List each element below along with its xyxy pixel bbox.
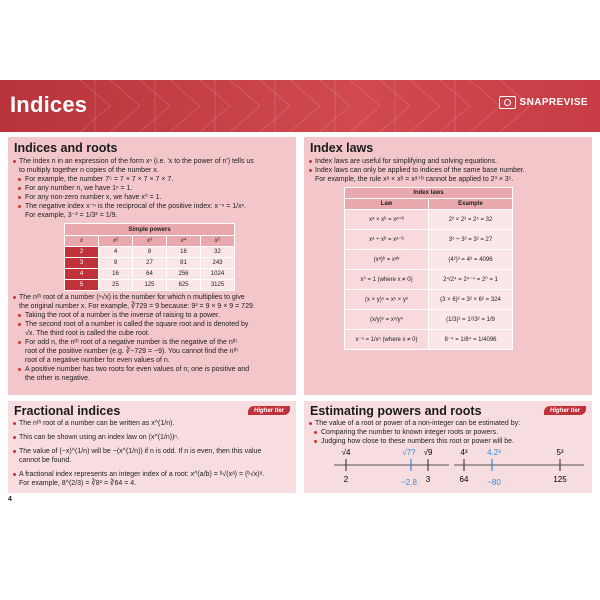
table-header: Example xyxy=(429,199,513,210)
example-cell: 2² × 2³ = 2⁵ = 32 xyxy=(429,210,513,230)
text-line: For example, the rule xᵃ × xᵇ = xᵃ⁺ᵇ cannot be applied to 2³ × 3⁵. xyxy=(315,176,514,183)
table-cell: 16 xyxy=(167,247,201,258)
table-row xyxy=(65,269,235,280)
text-line: the other is negative. xyxy=(25,375,90,382)
table-cell: 256 xyxy=(167,269,201,280)
table-header: Law xyxy=(345,199,429,210)
label-top-mid: √7? xyxy=(402,448,416,457)
example-cell: 2⁴/2⁴ = 2⁴⁻⁴ = 2⁰ = 1 xyxy=(429,270,513,290)
text-line: For example, 8^(2/3) = ∛8² = ∛64 = 4. xyxy=(19,480,137,487)
table-cell: 8 xyxy=(133,247,167,258)
law-cell: x⁻ⁿ = 1/xⁿ (where x ≠ 0) xyxy=(345,330,429,350)
label-top-mid: 4.2³ xyxy=(487,448,501,457)
table-row xyxy=(345,230,513,250)
table-header: x⁴ xyxy=(167,236,201,247)
brand-name: SNAPREVISE xyxy=(519,97,588,108)
section-body-roots xyxy=(12,293,294,383)
label-bot-mid: ~2.8 xyxy=(401,478,417,487)
table-cell: 32 xyxy=(201,247,235,258)
label-bot-mid: ~80 xyxy=(487,478,501,487)
table-row xyxy=(345,330,513,350)
table-cell: 9 xyxy=(99,258,133,269)
table-row xyxy=(345,210,513,230)
label-bot-right: 3 xyxy=(425,475,431,484)
section-title: Fractional indices xyxy=(14,404,121,418)
text-line: cannot be found. xyxy=(19,457,72,464)
brand-logo xyxy=(499,96,588,109)
table-cell: 125 xyxy=(133,280,167,291)
table-row xyxy=(345,310,513,330)
page-number: 4 xyxy=(8,496,12,503)
table-cell: 4 xyxy=(65,269,99,280)
table-row xyxy=(345,270,513,290)
text-line: The second root of a number is called the square root and is denoted by xyxy=(12,320,294,329)
example-cell: 8⁻⁴ = 1/8⁴ = 1/4096 xyxy=(429,330,513,350)
label-bot-right: 125 xyxy=(553,475,567,484)
section-title: Indices and roots xyxy=(14,141,118,155)
section-title: Estimating powers and roots xyxy=(310,404,482,418)
label-bot-left: 2 xyxy=(343,475,349,484)
law-cell: (x × y)ⁿ = xⁿ × yⁿ xyxy=(345,290,429,310)
table-row xyxy=(65,258,235,269)
table-row xyxy=(345,250,513,270)
text-line: root of a negative number for even values of n. xyxy=(25,357,170,364)
panel-fractional-indices xyxy=(8,401,296,493)
text-line: Index laws can only be applied to indices of the same base number. xyxy=(308,166,590,175)
text-line: A positive number has two roots for even values of n; one is positive and xyxy=(12,365,294,374)
table-cell: 25 xyxy=(99,280,133,291)
table-header: x⁵ xyxy=(201,236,235,247)
law-cell: (x/y)ⁿ = xⁿ/yⁿ xyxy=(345,310,429,330)
label-top-right: 5³ xyxy=(556,448,564,457)
label-top-left: 4³ xyxy=(460,448,468,457)
table-cell: 16 xyxy=(99,269,133,280)
text-line: Comparing the number to known integer roots or powers. xyxy=(308,428,590,437)
table-cell: 625 xyxy=(167,280,201,291)
section-body xyxy=(308,157,590,184)
higher-tier-badge: Higher tier xyxy=(248,406,290,415)
table-cell: 3 xyxy=(65,258,99,269)
table-cell: 3125 xyxy=(201,280,235,291)
table-row xyxy=(65,280,235,291)
text-line: Index laws are useful for simplifying and solving equations. xyxy=(308,157,590,166)
text-line: The nᵗʰ root of a number can be written as x^(1/n). xyxy=(12,419,294,428)
table-caption: Index laws xyxy=(345,188,513,199)
text-line: to multiply together n copies of the number x. xyxy=(19,167,159,174)
section-body xyxy=(12,157,294,220)
text-line: the original number x. For example, ∛729 = 9 because: 9³ = 9 × 9 × 9 = 729. xyxy=(19,303,255,310)
text-line: The negative index x⁻ⁿ is the reciprocal of the positive index: x⁻ⁿ = 1/xⁿ. xyxy=(12,202,294,211)
section-body xyxy=(308,419,590,446)
table-cell: 243 xyxy=(201,258,235,269)
table-cell: 5 xyxy=(65,280,99,291)
table-cell: 27 xyxy=(133,258,167,269)
panel-indices-roots xyxy=(8,137,296,395)
camera-icon xyxy=(499,96,516,109)
simple-powers-table xyxy=(64,223,235,291)
example-cell: 3⁵ ÷ 3³ = 3² = 27 xyxy=(429,230,513,250)
text-line: The nᵗʰ root of a number (ⁿ√x) is the number for which n multiplies to give xyxy=(12,293,294,302)
label-top-right: √9 xyxy=(423,448,433,457)
law-cell: (xᵃ)ᵇ = xᵃᵇ xyxy=(345,250,429,270)
text-line: root of the positive number (e.g. ∛−729 = −9). You cannot find the nᵗʰ xyxy=(25,348,238,355)
section-title: Index laws xyxy=(310,141,374,155)
text-line: For example, the number 7⁵ = 7 × 7 × 7 × 7 × 7. xyxy=(12,175,294,184)
table-cell: 1024 xyxy=(201,269,235,280)
table-row xyxy=(65,247,235,258)
law-cell: xᵃ × xᵇ = xᵃ⁺ᵇ xyxy=(345,210,429,230)
text-line: The value of (−x)^(1/n) will be −(x^(1/n)) if n is odd. If n is even, then this value xyxy=(12,447,294,456)
section-body xyxy=(12,419,294,488)
panel-estimating xyxy=(304,401,592,493)
text-line: For odd n, the nᵗʰ root of a negative number is the negative of the nᵗʰ xyxy=(12,338,294,347)
text-line: √x. The third root is called the cube root. xyxy=(25,330,150,337)
page-header xyxy=(0,80,600,132)
table-caption: Simple powers xyxy=(65,224,235,236)
table-header: x² xyxy=(99,236,133,247)
table-cell: 4 xyxy=(99,247,133,258)
text-line: Judging how close to these numbers this root or power will be. xyxy=(308,437,590,446)
higher-tier-badge: Higher tier xyxy=(544,406,586,415)
text-line: Taking the root of a number is the inverse of raising to a power. xyxy=(12,311,294,320)
law-cell: xᵃ ÷ xᵇ = xᵃ⁻ᵇ xyxy=(345,230,429,250)
page-title: Indices xyxy=(10,92,88,117)
text-line: A fractional index represents an integer index of a root: x^(a/b) = ᵇ√(xᵃ) = (ᵇ√x)ᵃ. xyxy=(12,470,294,479)
text-line: For any number n, we have 1ⁿ = 1. xyxy=(12,184,294,193)
text-line: The index n in an expression of the form xⁿ (i.e. 'x to the power of n') tells us xyxy=(12,157,294,166)
example-cell: (4²)³ = 4⁶ = 4096 xyxy=(429,250,513,270)
example-cell: (3 × 6)² = 3² × 6² = 324 xyxy=(429,290,513,310)
text-line: The value of a root or power of a non-integer can be estimated by: xyxy=(308,419,590,428)
text-line: For any non-zero number x, we have x⁰ = 1. xyxy=(12,193,294,202)
text-line: This can be shown using an index law on (x^(1/n))ⁿ. xyxy=(12,433,294,442)
table-cell: 64 xyxy=(133,269,167,280)
panel-index-laws xyxy=(304,137,592,395)
table-header: x xyxy=(65,236,99,247)
estimation-number-lines xyxy=(304,445,592,495)
example-cell: (1/3)² = 1²/3² = 1/9 xyxy=(429,310,513,330)
text-line: For example, 3⁻² = 1/3² = 1/9. xyxy=(25,212,118,219)
index-laws-table xyxy=(344,187,513,350)
label-top-left: √4 xyxy=(341,448,351,457)
table-cell: 2 xyxy=(65,247,99,258)
table-row xyxy=(345,290,513,310)
table-cell: 81 xyxy=(167,258,201,269)
law-cell: x⁰ = 1 (where x ≠ 0) xyxy=(345,270,429,290)
label-bot-left: 64 xyxy=(459,475,469,484)
table-header: x³ xyxy=(133,236,167,247)
